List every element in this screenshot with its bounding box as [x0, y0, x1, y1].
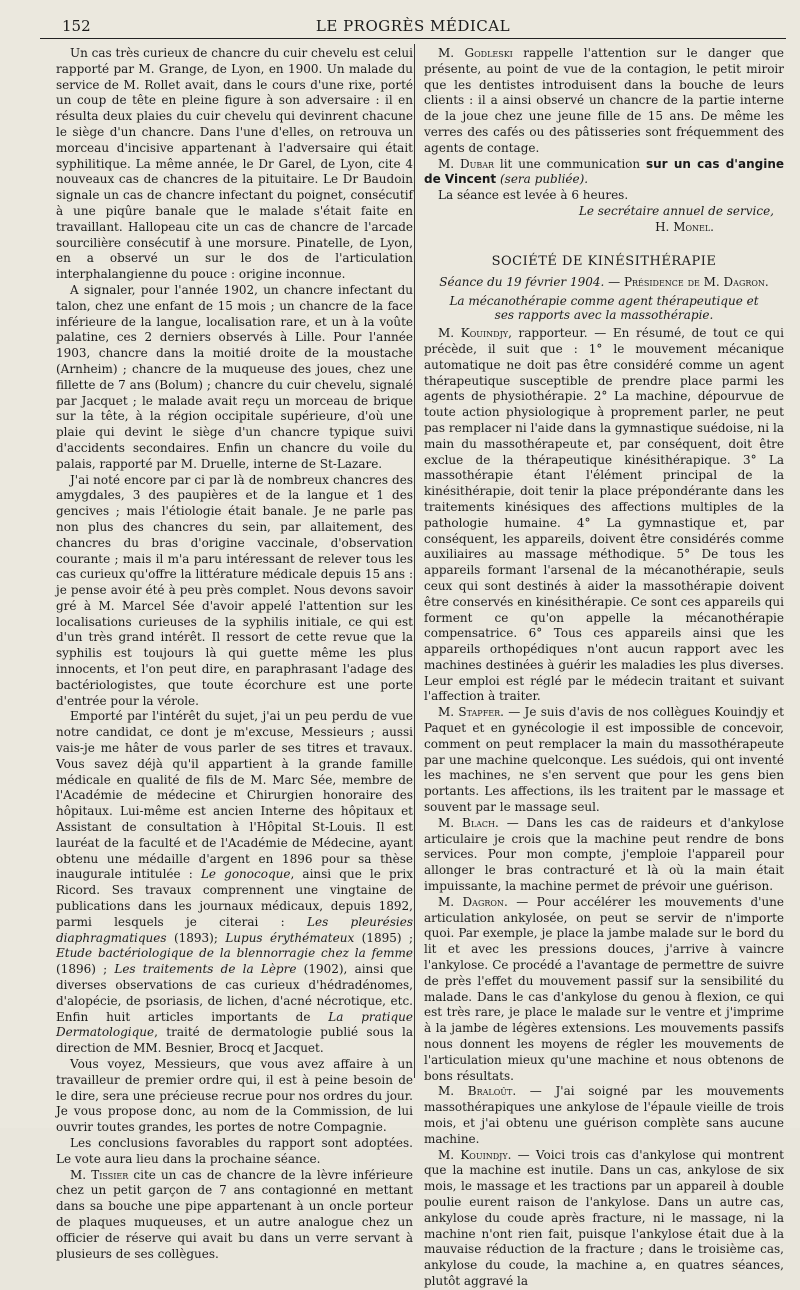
- text-run: lit une communication: [494, 156, 646, 171]
- text-run: . — Je suis d'avis de nos collègues Kouindjy et Paquet et en gynécologie il est impossible de concevoir, comment on peut remplacer la main du massothérapeute par une machine quelconque. Les suédois, qui ont inventé les machines, ne s'en servent que pour les gens bien portants. Les affections, ils les traitent par le massage et souvent par le massage seul.: [424, 705, 784, 815]
- paragraph: [424, 1084, 784, 1147]
- work-title: Les traitements de la Lèpre: [114, 962, 297, 977]
- paragraph: [424, 326, 784, 705]
- text-run: cite un cas de chancre de la lèvre inférieure chez un petit garçon de 7 ans contagionné en mettant dans sa bouche une pipe appartenant à un oncle porteur de plaques muqueuses, et un autre analogue chez un officier de réserve qui avait bu dans un verre servant à plusieurs de ses collègues.: [56, 1167, 413, 1261]
- paragraph: Les conclusions favorables du rapport sont adoptées. Le vote aura lieu dans la prochaine séance.: [56, 1135, 413, 1166]
- work-title: Lupus érythémateux: [225, 930, 355, 945]
- society-heading: SOCIÉTÉ DE KINÉSITHÉRAPIE: [491, 253, 717, 269]
- paragraph: Vous voyez, Messieurs, que vous avez affaire à un travailleur de premier ordre qui, il est à peine besoin de le dire, sera une précieuse recrue pour nos ordres du jour. Je vous propose donc, au nom de la Commission, de lui ouvrir toutes grandes, les portes de notre Compagnie.: [56, 1057, 413, 1135]
- speaker-name: M. Blach: [438, 815, 496, 830]
- page-header: [40, 14, 786, 39]
- work-title: La pratique Dermatologique: [56, 1009, 413, 1040]
- speaker-name: M. Braloût: [438, 1084, 513, 1099]
- speaker-name: M. Stapfer: [438, 705, 501, 720]
- paragraph: [424, 895, 784, 1085]
- work-title: Les pleurésies diaphragmatiques: [56, 914, 413, 945]
- session-date: Séance du 19 février 1904.: [439, 275, 605, 290]
- text-run: . — Dans les cas de raideurs et d'ankylose articulaire je crois que la machine peut rendre de bons services. Pour mon compte, j'emploie l'appareil pour allonger le bras contracturé et là où la main était impuissante, la machine permet de prévoir une guérison.: [424, 815, 785, 894]
- speaker-name: M. Tissier: [70, 1167, 129, 1182]
- text-run: . — J'ai soigné par les mouvements massothérapiques une ankylose de l'épaule vieille de trois mois, et j'ai obtenu une guérison complète sans aucune machine.: [424, 1084, 784, 1146]
- left-column: [56, 46, 414, 1261]
- text-run: . — Pour accélérer les mouvements d'une articulation ankylosée, on peut se servir de n'importe quoi. Par exemple, je place la jambe malade sur le bord du lit et avec les pressions douces, j'arrive à vaincre l'ankylose. Ce procédé a l'avantage de permettre de suivre de près l'effet du mouvement passif sur la sensibilité du malade. Dans le cas d'ankylose du genou à flexion, ce qui est très rare, je place le malade sur le ventre et j'imprime à la jambe de légères extensions. Les mouvements passifs nous donnent les moyens de régler les mouvements de l'articulation mieux qu'une machine et nous obtenons de bons résultats.: [424, 894, 784, 1083]
- thesis-title: Le gonocoque: [200, 867, 291, 882]
- paragraph-candidate-works: [56, 709, 413, 1057]
- communication-title: sur un cas d'angine de Vincent: [424, 156, 784, 187]
- text-run: rappelle l'attention sur le danger que présente, au point de vue de la contagion, le petit miroir que les dentistes introduisent dans la bouche de leurs clients : il a ainsi observé un chancre de la partie interne de la joue chez une jeune fille de 15 ans. De même les verres des cafés ou des pâtisseries sont fréquemment des agents de contage.: [424, 46, 784, 155]
- speaker-name: M. Kouindjy: [438, 1147, 508, 1162]
- session-presidence: — Présidence de M. Dagron.: [604, 275, 769, 290]
- text-run: , ainsi que le prix Ricord. Ses travaux comprennent une vingtaine de publications dans les journaux médicaux, depuis 1892, parmi lesquels je citerai :: [56, 867, 414, 929]
- paragraph: [56, 1168, 413, 1263]
- session-line: [424, 275, 784, 291]
- speaker-name: M. Godleski: [438, 46, 513, 60]
- paragraph: La séance est levée à 6 heures.: [438, 188, 629, 203]
- speaker-name: M. Dagron: [438, 894, 504, 909]
- text-run: , traité de dermatologie publié sous la direction de MM. Besnier, Brocq et Jacquet.: [56, 1025, 413, 1056]
- signature-role: Le secrétaire annuel de service,: [578, 203, 774, 218]
- signature-name: H. Monel.: [655, 219, 714, 234]
- right-column: [424, 46, 785, 1288]
- work-title: Etude bactériologique de la blennorragie chez la femme: [56, 946, 413, 961]
- column-divider: [414, 44, 415, 1078]
- text-run: Emporté par l'intérêt du sujet, j'ai un peu perdu de vue notre candidat, ce dont je m'excuse, Messieurs ; aussi vais-je me hâter de vous parler de ses titres et travaux. Vous savez déjà qu'il appartient à la grande famille médicale en qualité de fils de M. Marc Sée, membre de l'Académie de médecine et Chirurgien honoraire des hôpitaux. Lui-même est ancien Interne des hôpitaux et Assistant de consultation à l'Hôpital St-Louis. Il est lauréat de la faculté et de l'Académie de Médecine, ayant obtenu une médaille d'argent en 1896 pour sa thèse inaugurale intitulée :: [56, 709, 413, 882]
- text-run: , rapporteur. — En résumé, de tout ce qui précède, il suit que : 1° le mouvement mécanique automatique ne doit pas être considéré comme un agent thérapeutique susceptible de prendre place parmi les agents de physiothérapie. 2° La machine, dépourvue de toute action physiologique à proprement parler, ne peut pas remplacer ni l'aide dans la gymnastique suédoise, ni la main du massothérapeute et, par conséquent, doit être exclue de la thérapeutique kinésithérapique. 3° La massothérapie étant l'élément principal de la kinésithérapie, doit tenir la place prépondérante dans les traitements kinésiques des affections multiples de la pathologie humaine. 4° La gymnastique et, par conséquent, les appareils, doivent être considérés comme auxiliaires au massage méthodique. 5° De tous les appareils formant l'arsenal de la mécanothérapie, seuls ceux qui sont destinés à aider la massothérapie doivent être conservés en kinésithérapie. Ce sont ces appareils qui forment ce qu'on appelle la mécanothérapie compensatrice. 6° Tous ces appareils ainsi que les appareils orthopédiques n'ont aucun rapport avec les machines destinées à guérir les maladies les plus diverses. Leur emploi est réglé par le médecin traitant et suivant l'affection à traiter.: [424, 326, 784, 704]
- speaker-name: M. Dubar: [438, 156, 495, 171]
- speaker-name: M. Kouindjy: [438, 326, 509, 341]
- text-run: (1895) ;: [354, 930, 413, 945]
- page-number: 152: [62, 17, 91, 35]
- text-run: (1893);: [166, 930, 226, 945]
- paragraph: [424, 705, 784, 816]
- text-run: . — Voici trois cas d'ankylose qui montrent que la machine est inutile. Dans un cas, ankylose de six mois, le massage et les tractions par un appareil à double poulie eurent raison de l'ankylose. Dans un autre cas, ankylose du coude après fracture, ni le massage, ni la machine n'ont rien fait, puisque l'ankylose était due à la mauvaise réduction de la fracture ; dans le troisième cas, ankylose du coude, la machine a, en quatres séances, plutôt aggravé la: [424, 1147, 784, 1288]
- paragraph: [424, 816, 784, 895]
- paragraph: J'ai noté encore par ci par là de nombreux chancres des amygdales, 3 des paupières et de la langue et 1 des gencives ; mais l'étiologie était banale. Je ne parle pas non plus des chancres du sein, par allaitement, des chancres du bras d'origine vaccinale, d'observation courante ; mais il m'a paru intéressant de relever tous les cas curieux qu'offre la littérature médicale depuis 15 ans : je pense avoir été à peu près complet. Nous devons savoir gré à M. Marcel Sée d'avoir appelé l'attention sur les localisations curieuses de la syphilis initiale, ce qui est d'un très grand intérêt. Il ressort de cette revue que la syphilis est toujours là qui guette même les plus innocents, et l'on peut dire, en paraphrasant l'adage des bactériologistes, que toute écorchure est une porte d'entrée pour la vérole.: [56, 472, 413, 708]
- paragraph: Un cas très curieux de chancre du cuir chevelu est celui rapporté par M. Grange, de Lyon, en 1900. Un malade du service de M. Rollet avait, dans le cours d'une rixe, porté un coup de tête en pleine figure à son adversaire : il en résulta deux plaies du cuir chevelu qui devinrent chacune le siège d'un chancre. Dans l'une d'elles, on retrouva un morceau d'incisive appartenant à l'adversaire qui était syphilitique. La même année, le Dr Garel, de Lyon, cite 4 nouveaux cas de chancres de la pituitaire. Le Dr Baudoin signale un cas de chancre infectant du poignet, consécutif à une piqûre banale que le malade s'était faite en travaillant. Hallopeau cite un cas de chancre de l'arcade sourcilière consécutif à une morsure. Pinatelle, de Lyon, en a observé un sur le dos de l'articulation interphalangienne du pouce : origine inconnue.: [56, 46, 413, 282]
- text-run: (1896) ;: [56, 962, 115, 977]
- paragraph: [424, 1148, 784, 1290]
- paragraph: [424, 46, 784, 157]
- running-title: LE PROGRÈS MÉDICAL: [315, 17, 511, 35]
- publication-note: (sera publiée).: [496, 172, 589, 187]
- paragraph: A signaler, pour l'année 1902, un chancre infectant du talon, chez une enfant de 15 mois ; un chancre de la face inférieure de la langue, localisation rare, et un à la voûte palatine, ces 2 derniers observés à Lille. Pour l'année 1903, chancre dans la moitié droite de la moustache (Arnheim) ; chancre de la muqueuse des joues, chez une fillette de 7 ans (Bolum) ; chancre du cuir chevelu, signalé par Jacquet ; le malade avait reçu un morceau de brique sur la tête, à la région occipitale supérieure, d'où une plaie qui devint le siège d'un chancre typique suivi d'accidents secondaires. Enfin un chancre du voile du palais, rapporté par M. Druelle, interne de St-Lazare.: [56, 282, 413, 471]
- paragraph: [424, 157, 784, 189]
- session-topic: La mécanothérapie comme agent thérapeutique et ses rapports avec la massothérapie.: [449, 294, 759, 323]
- text-run: (1902), ainsi que diverses observations de cas curieux d'hédradénomes, d'alopécie, de psoriasis, de lichen, d'acné nécrotique, etc. Enfin huit articles importants de: [56, 962, 413, 1024]
